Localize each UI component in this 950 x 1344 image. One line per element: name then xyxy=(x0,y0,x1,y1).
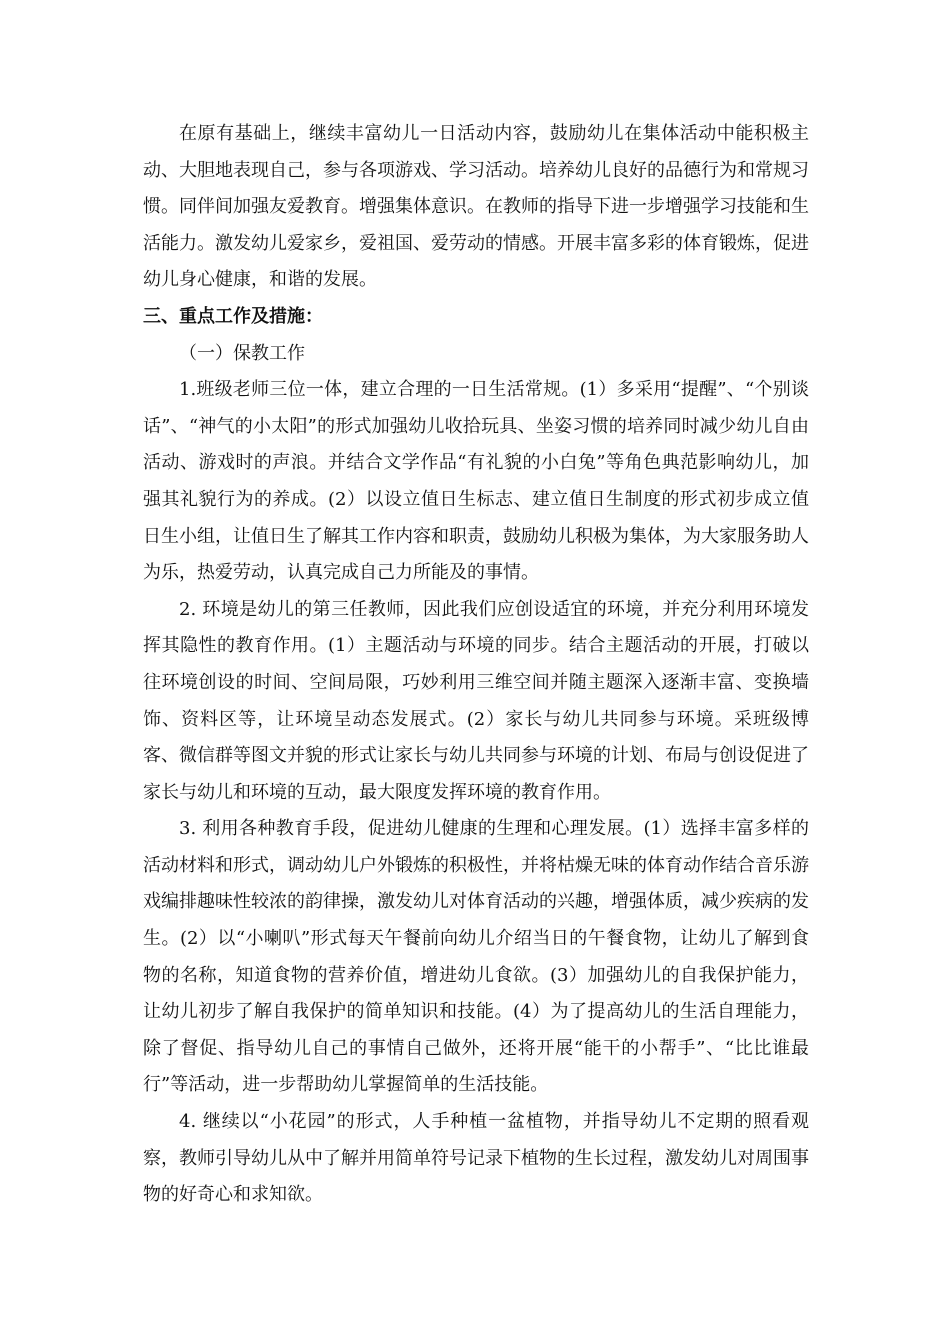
item-paragraph-1: 1.班级老师三位一体，建立合理的一日生活常规。(1）多采用“提醒”、“个别谈话”、“神气的小太阳”的形式加强幼儿收拾玩具、坐姿习惯的培养同时减少幼儿自由活动、游戏时的声浪。并结合文学作品“有礼貌的小白兔”等角色典范影响幼儿，加强其礼貌行为的养成。(2）以设立值日生标志、建立值日生制度的形式初步成立值日生小组，让值日生了解其工作内容和职责，鼓励幼儿积极为集体，为大家服务助人为乐，热爱劳动，认真完成自己力所能及的事情。 xyxy=(143,379,809,584)
section-heading: 三、重点工作及措施： xyxy=(143,305,323,327)
item-paragraph-4: 4. 继续以“小花园”的形式，人手种植一盆植物，并指导幼儿不定期的照看观察，教师引导幼儿从中了解并用简单符号记录下植物的生长过程，激发幼儿对周围事物的好奇心和求知欲。 xyxy=(143,1111,809,1206)
intro-paragraph: 在原有基础上，继续丰富幼儿一日活动内容，鼓励幼儿在集体活动中能积极主动、大胆地表现自己，参与各项游戏、学习活动。培养幼儿良好的品德行为和常规习惯。同伴间加强友爱教育。增强集体意识。在教师的指导下进一步增强学习技能和生活能力。激发幼儿爱家乡，爱祖国、爱劳动的情感。开展丰富多彩的体育锻炼，促进幼儿身心健康，和谐的发展。 xyxy=(143,123,809,291)
document-body xyxy=(143,116,809,1214)
item-paragraph-3: 3. 利用各种教育手段，促进幼儿健康的生理和心理发展。(1）选择丰富多样的活动材料和形式，调动幼儿户外锻炼的积极性，并将枯燥无味的体育动作结合音乐游戏编排趣味性较浓的韵律操，激发幼儿对体育活动的兴趣，增强体质，减少疾病的发生。(2）以“小喇叭”形式每天午餐前向幼儿介绍当日的午餐食物，让幼儿了解到食物的名称，知道食物的营养价值，增进幼儿食欲。(3）加强幼儿的自我保护能力，让幼儿初步了解自我保护的简单知识和技能。(4）为了提高幼儿的生活自理能力，除了督促、指导幼儿自己的事情自己做外，还将开展“能干的小帮手”、“比比谁最行”等活动，进一步帮助幼儿掌握简单的生活技能。 xyxy=(143,818,809,1096)
subsection-heading: （一）保教工作 xyxy=(179,342,305,364)
item-paragraph-2: 2. 环境是幼儿的第三任教师，因此我们应创设适宜的环境，并充分利用环境发挥其隐性的教育作用。(1）主题活动与环境的同步。结合主题活动的开展，打破以往环境创设的时间、空间局限，巧妙利用三维空间并随主题深入逐渐丰富、变换墙饰、资料区等，让环境呈动态发展式。(2）家长与幼儿共同参与环境。采班级博客、微信群等图文并貌的形式让家长与幼儿共同参与环境的计划、布局与创设促进了家长与幼儿和环境的互动，最大限度发挥环境的教育作用。 xyxy=(143,598,809,803)
